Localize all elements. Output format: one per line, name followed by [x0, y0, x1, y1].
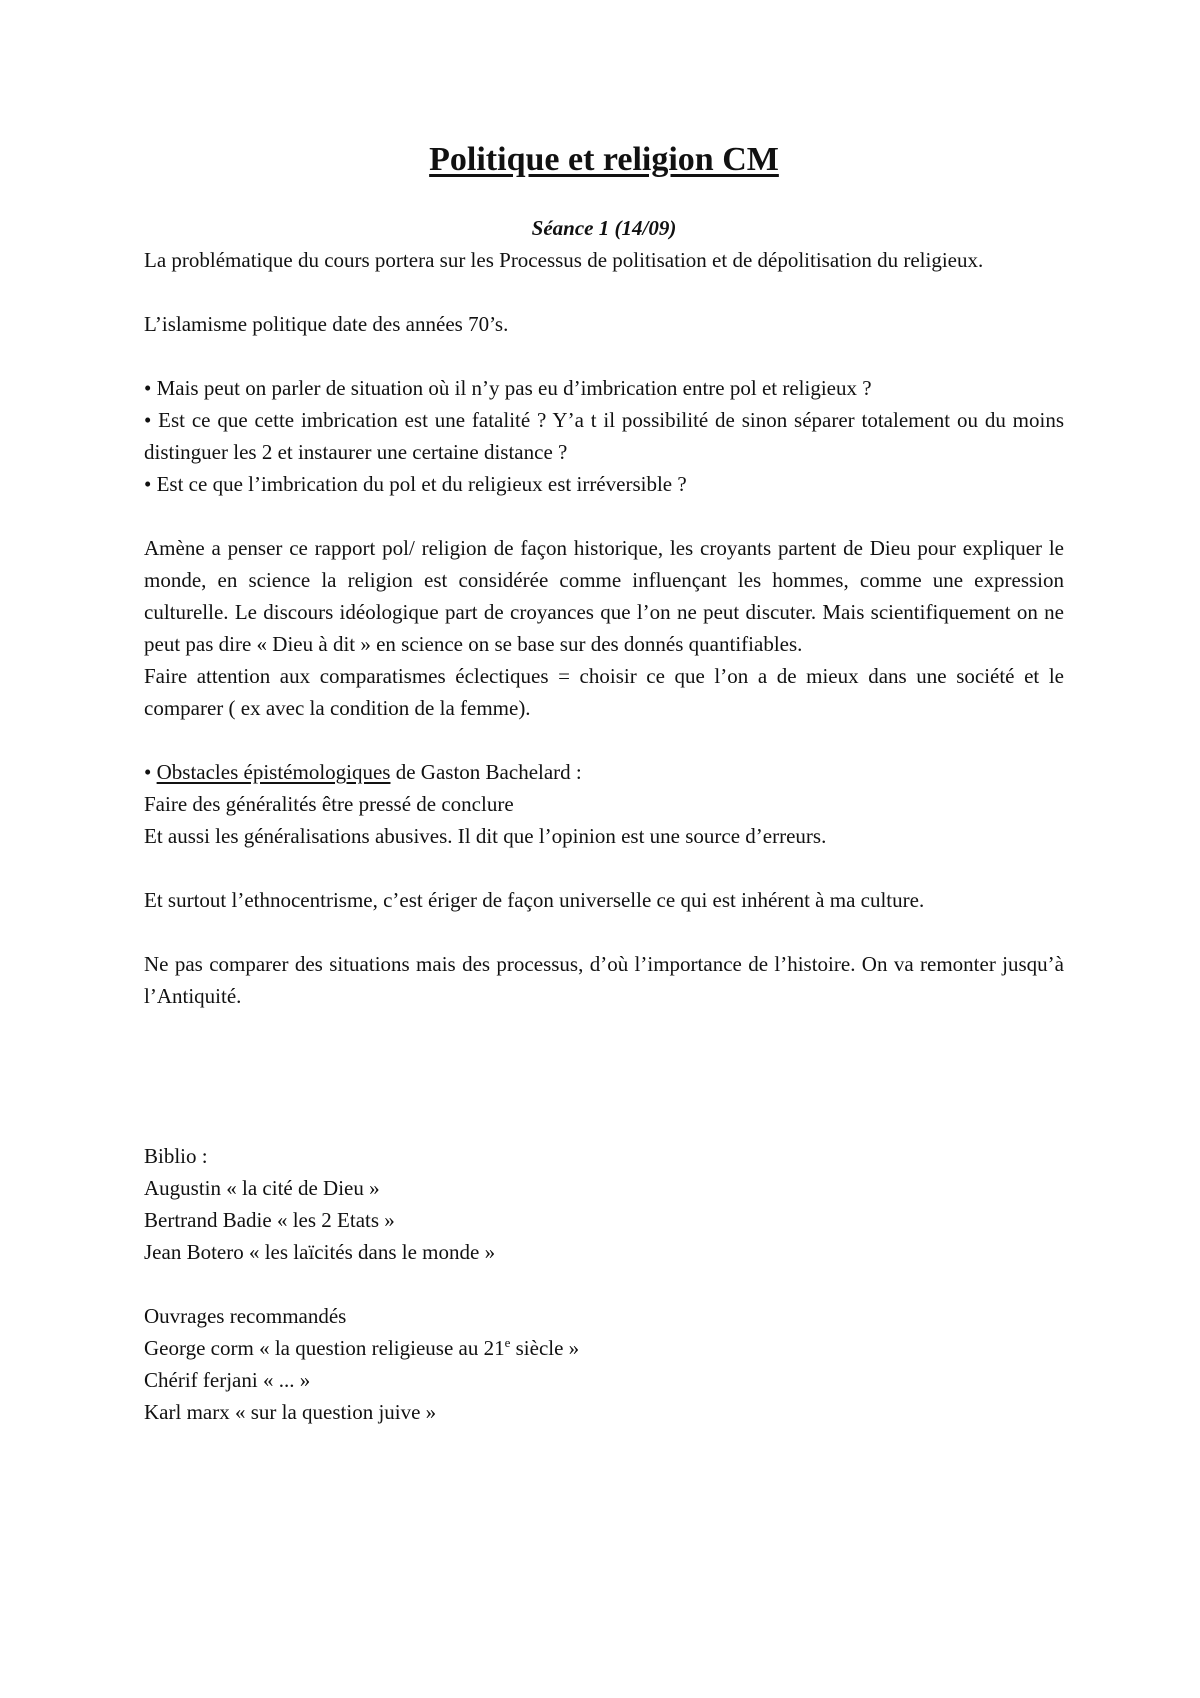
recommended-item-prefix: George corm « la question religieuse au 21	[144, 1336, 505, 1360]
comparatism-paragraph: Faire attention aux comparatismes éclectiques = choisir ce que l’on a de mieux dans une société et le comparer ( ex avec la condition de la femme).	[144, 664, 1064, 720]
obstacles-rest: de Gaston Bachelard :	[390, 760, 582, 784]
obstacles-heading	[144, 756, 1064, 788]
bullet: •	[144, 760, 157, 784]
recommended-item-superscript: e	[504, 1335, 511, 1350]
recommended-item-suffix: siècle »	[510, 1336, 580, 1360]
history-paragraph: Amène a penser ce rapport pol/ religion de façon historique, les croyants partent de Dieu pour expliquer le monde, en science la religion est considérée comme influençant les hommes, comme une expression culturelle. Le discours idéologique part de croyances que l’on ne peut discuter. Mais scientifiquement on ne peut pas dire « Dieu à dit » en science on se base sur des donnés quantifiables.	[144, 536, 1064, 656]
islamism-paragraph: L’islamisme politique date des années 70’s.	[144, 312, 509, 336]
question-item: • Mais peut on parler de situation où il n’y pas eu d’imbrication entre pol et religieux ?	[144, 376, 872, 400]
obstacles-line: Faire des généralités être pressé de conclure	[144, 792, 514, 816]
biblio-item: Jean Botero « les laïcités dans le monde »	[144, 1240, 496, 1264]
recommended-item: Chérif ferjani « ... »	[144, 1368, 311, 1392]
biblio-heading: Biblio :	[144, 1144, 208, 1168]
obstacles-line: Et aussi les généralisations abusives. Il dit que l’opinion est une source d’erreurs.	[144, 824, 827, 848]
recommended-heading: Ouvrages recommandés	[144, 1304, 347, 1328]
recommended-item: Karl marx « sur la question juive »	[144, 1400, 437, 1424]
document-page	[144, 140, 1064, 1428]
biblio-item: Augustin « la cité de Dieu »	[144, 1176, 380, 1200]
question-item: • Est ce que l’imbrication du pol et du religieux est irréversible ?	[144, 472, 687, 496]
obstacles-underlined: Obstacles épistémologiques	[156, 760, 391, 784]
recommended-item	[144, 1332, 1064, 1364]
intro-paragraph: La problématique du cours portera sur les Processus de politisation et de dépolitisation du religieux.	[144, 248, 984, 272]
ethnocentrism-paragraph: Et surtout l’ethnocentrisme, c’est ériger de façon universelle ce qui est inhérent à ma culture.	[144, 888, 925, 912]
biblio-item: Bertrand Badie « les 2 Etats »	[144, 1208, 395, 1232]
session-heading: Séance 1 (14/09)	[531, 216, 677, 240]
processes-paragraph: Ne pas comparer des situations mais des processus, d’où l’importance de l’histoire. On va remonter jusqu’à l’Antiquité.	[144, 952, 1064, 1008]
page-title: Politique et religion CM	[429, 141, 779, 178]
question-item: • Est ce que cette imbrication est une fatalité ? Y’a t il possibilité de sinon séparer totalement ou du moins distinguer les 2 et instaurer une certaine distance ?	[144, 408, 1064, 464]
